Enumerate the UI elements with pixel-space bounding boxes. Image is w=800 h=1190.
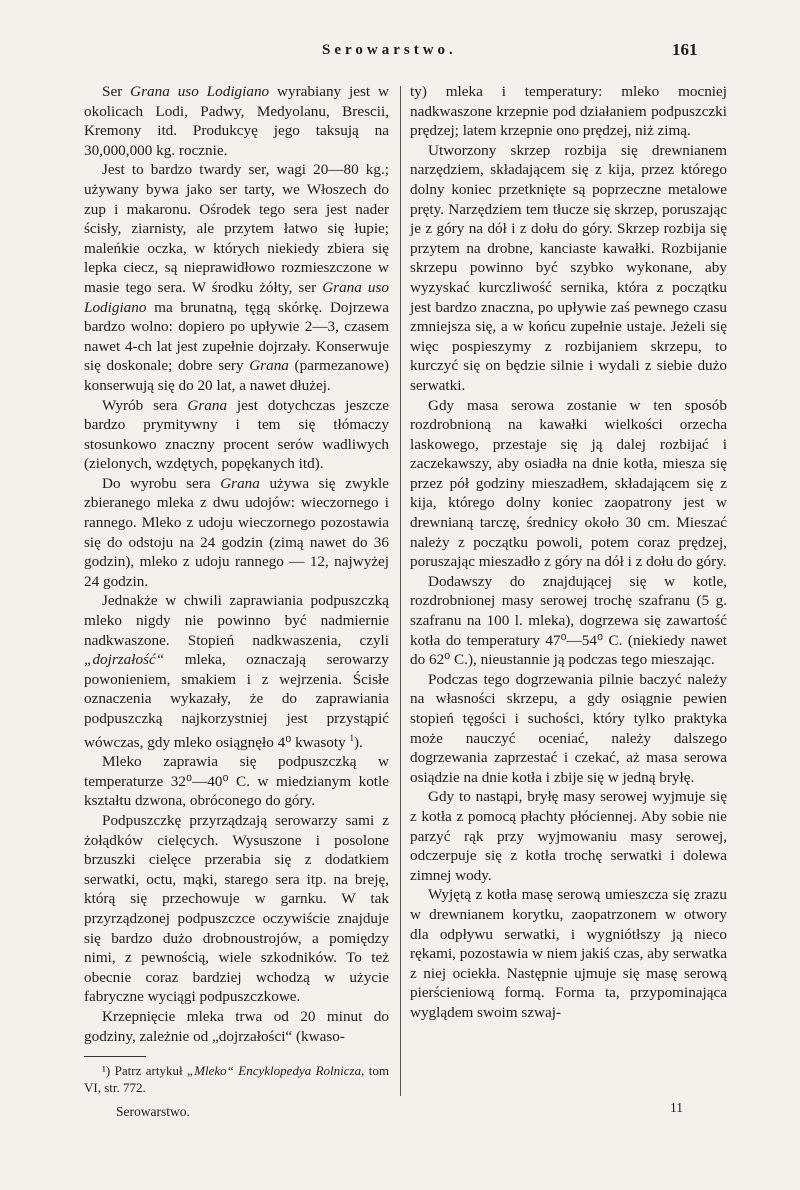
paragraph: Podczas tego dogrzewania pilnie baczyć należy na własności skrzepu, a gdy osiągnie pewien stopień tęgości i suchości, który tylko praktyka może nauczyć oceniać, należy dalszego dogrzewania zaprzestać i czekać, aż masa serowa osiądzie na dnie kotła i zbije się w jedną bryłę. <box>410 670 727 786</box>
paragraph: Wyjętą z kotła masę serową umieszcza się zrazu w drewnianem korytku, zaopatrzonem w otwory dla odpływu serwatki, i wygniótłszy ją nieco rękami, pozostawia w niem jakiś czas, aby serwatka z niej ociekła. Następnie ujmuje się masę serową pierścieniową formą. Forma ta, przypominająca wyglądem swoim szwaj- <box>410 886 727 1021</box>
running-head <box>0 42 800 66</box>
column-divider <box>400 86 401 1096</box>
printers-signature: Serowarstwo. <box>116 1104 190 1119</box>
italic-term: Grana <box>220 474 260 492</box>
italic-term: „Mleko“ Encyklopedya Rolnicza, <box>186 1063 365 1078</box>
sheet-number: 11 <box>670 1100 683 1115</box>
running-head-title: Serowarstwo. <box>322 42 457 58</box>
paragraph: Gdy masa serowa zostanie w ten sposób rozdrobnioną na kawałki wielkości orzecha laskowego, przestaje się ją dalej rozbijać i zaczekawszy, aby osiadła na dnie kotła, miesza się przez pół godziny mieszadłem, składającem się z kija, którego dolny koniec zaopatrony jest w drewnianą tarczę, średnicy około 30 cm. Mieszać należy z początku powoli, potem coraz prędzej, poruszając mieszadło z góry na dół i z dołu do góry. <box>410 396 727 571</box>
page-number: 161 <box>672 40 698 59</box>
italic-term: Grana <box>187 396 228 414</box>
paragraph: Krzepnięcie mleka trwa od 20 minut do godziny, zależnie od „dojrzałości“ (kwaso- <box>84 1007 389 1045</box>
paragraph: Gdy to nastąpi, bryłę masy serowej wyjmuje się z kotła z pomocą płachty płóciennej. Aby sobie nie parzyć rąk przy wyjmowaniu masy serowej, odczerpuje się z kotła trochę serwatki i dolewa zimnej wody. <box>410 788 727 884</box>
paragraph: Wyrób sera Grana jest dotychczas jeszcze bardzo prymitywny i tem się tłómaczy stosunkowo znaczny procent serów wadliwych (zielonych, wzdętych, popękanych itd). <box>84 396 389 473</box>
footnote-marker: 1 <box>349 732 354 743</box>
paragraph: Jednakże w chwili zaprawiania podpuszczką mleko nigdy nie powinno być nadmiernie nadkwaszone. Stopień nadkwaszenia, czyli „dojrzałość“ mleka, oznaczają serowarzy powonieniem, smakiem i z wejrzenia. Ścisłe oznaczenia wykazały, że do zaprawiania podpuszczką najkorzystniej jest przystąpić wówczas, gdy mleko osiągnęło 4⁰ kwasoty $^1$). <box>84 592 389 751</box>
italic-term: Grana uso Lodigiano <box>130 83 270 100</box>
paragraph: Mleko zaprawia się podpuszczką w temperaturze 32⁰—40⁰ C. w miedzianym kotle kształtu dzwona, obróconego do góry. <box>84 753 389 810</box>
paragraph: Utworzony skrzep rozbija się drewnianem narzędziem, składającem się z kija, przez którego dolny koniec przetknięte są poprzeczne metalowe pręty. Narzędziem tem tłucze się skrzep, poruszając je z góry na dół i z dołu do góry. Skrzep rozbija się przytem na drobne, kanciaste kawałki. Rozbijanie skrzepu powinno być szybko wykonane, aby wyzyskać kurczliwość sernika, która z początku jest bardzo znaczna, po upływie zaś pewnego czasu zmniejsza się, a w końcu zupełnie ustaje. Jeżeli się więc pospieszymy z rozbijaniem skrzepu, to kurczyć się on będzie silnie i wydali z siebie dużo serwatki. <box>410 141 727 394</box>
paragraph: Ser Grana uso Lodigiano wyrabiany jest w okolicach Lodi, Padwy, Medyolanu, Brescii, Kremony itd. Produkcyę jego taksują na 30,000,000 kg. rocznie. <box>84 83 389 159</box>
paragraph: Do wyrobu sera Grana używa się zwykle zbieranego mleka z dwu udojów: wieczornego i rannego. Mleko z udoju wieczornego pozostawia się do odstoju na 24 godzin (zimą nawet do 36 godzin), mleko z udoju rannego — 12, najwyżej 24 godzin. <box>84 474 389 590</box>
italic-term: Grana <box>249 357 289 375</box>
left-column <box>84 82 389 1046</box>
paragraph: Jest to bardzo twardy ser, wagi 20—80 kg.; używany bywa jako ser tarty, we Włoszech do zup i makaronu. Ośrodek tego sera jest nader ścisły, ziarnisty, ale przytem łatwo się łupie; maleńkie oczka, w których niekiedy zbiera się lepka ciecz, są nieprawidłowo rozmieszczone w masie tego sera. W środku żółty, ser Grana uso Lodigiano ma brunatną, tęgą skórkę. Dojrzewa bardzo wolno: dopiero po upływie 2—3, czasem nawet 4-ch lat jest zupełnie dojrzały. Konserwuje się doskonale; dobre sery Grana (parmezanowe) konserwują się do 20 lat, a nawet dłużej. <box>84 161 389 394</box>
right-column-continuation: ty) mleka i temperatury: mleko mocniej nadkwaszone krzepnie pod działaniem podpuszczki prędzej; latem krzepnie ono prędzej, niż zimą. <box>410 83 727 140</box>
footnote-rule <box>84 1056 146 1057</box>
right-column <box>410 82 727 1023</box>
footnote: ¹) Patrz artykuł „Mleko“ Encyklopedya Rolnicza, tom VI, str. 772. <box>84 1063 389 1095</box>
paragraph: Dodawszy do znajdującej się w kotle, rozdrobnionej masy serowej trochę szafranu (5 g. szafranu na 100 l. mleka), dogrzewa się zawartość kotła do temperatury 47⁰—54⁰ C. (niekiedy nawet do 62⁰ C.), nieustannie ją podczas tego mieszając. <box>410 572 727 669</box>
paragraph: Podpuszczkę przyrządzają serowarzy sami z żołądków cielęcych. Wysuszone i posolone brzuszki cielęce przerabia się z dodatkiem serwatki, octu, mąki, starego sera itp. na breję, którą się przechowuje w garnku. W tak przyrządzonej podpuszczce oczywiście znajduje się bardzo dużo drobnoustrojów, a pomiędzy nimi, z pewnością, wiele szkodników. To też obecnie coraz bardziej wchodzą w użycie fabryczne wyciągi podpuszczkowe. <box>84 812 389 1006</box>
italic-term: „dojrzałość“ <box>84 651 165 669</box>
italic-term: Grana uso Lodigiano <box>84 278 389 316</box>
